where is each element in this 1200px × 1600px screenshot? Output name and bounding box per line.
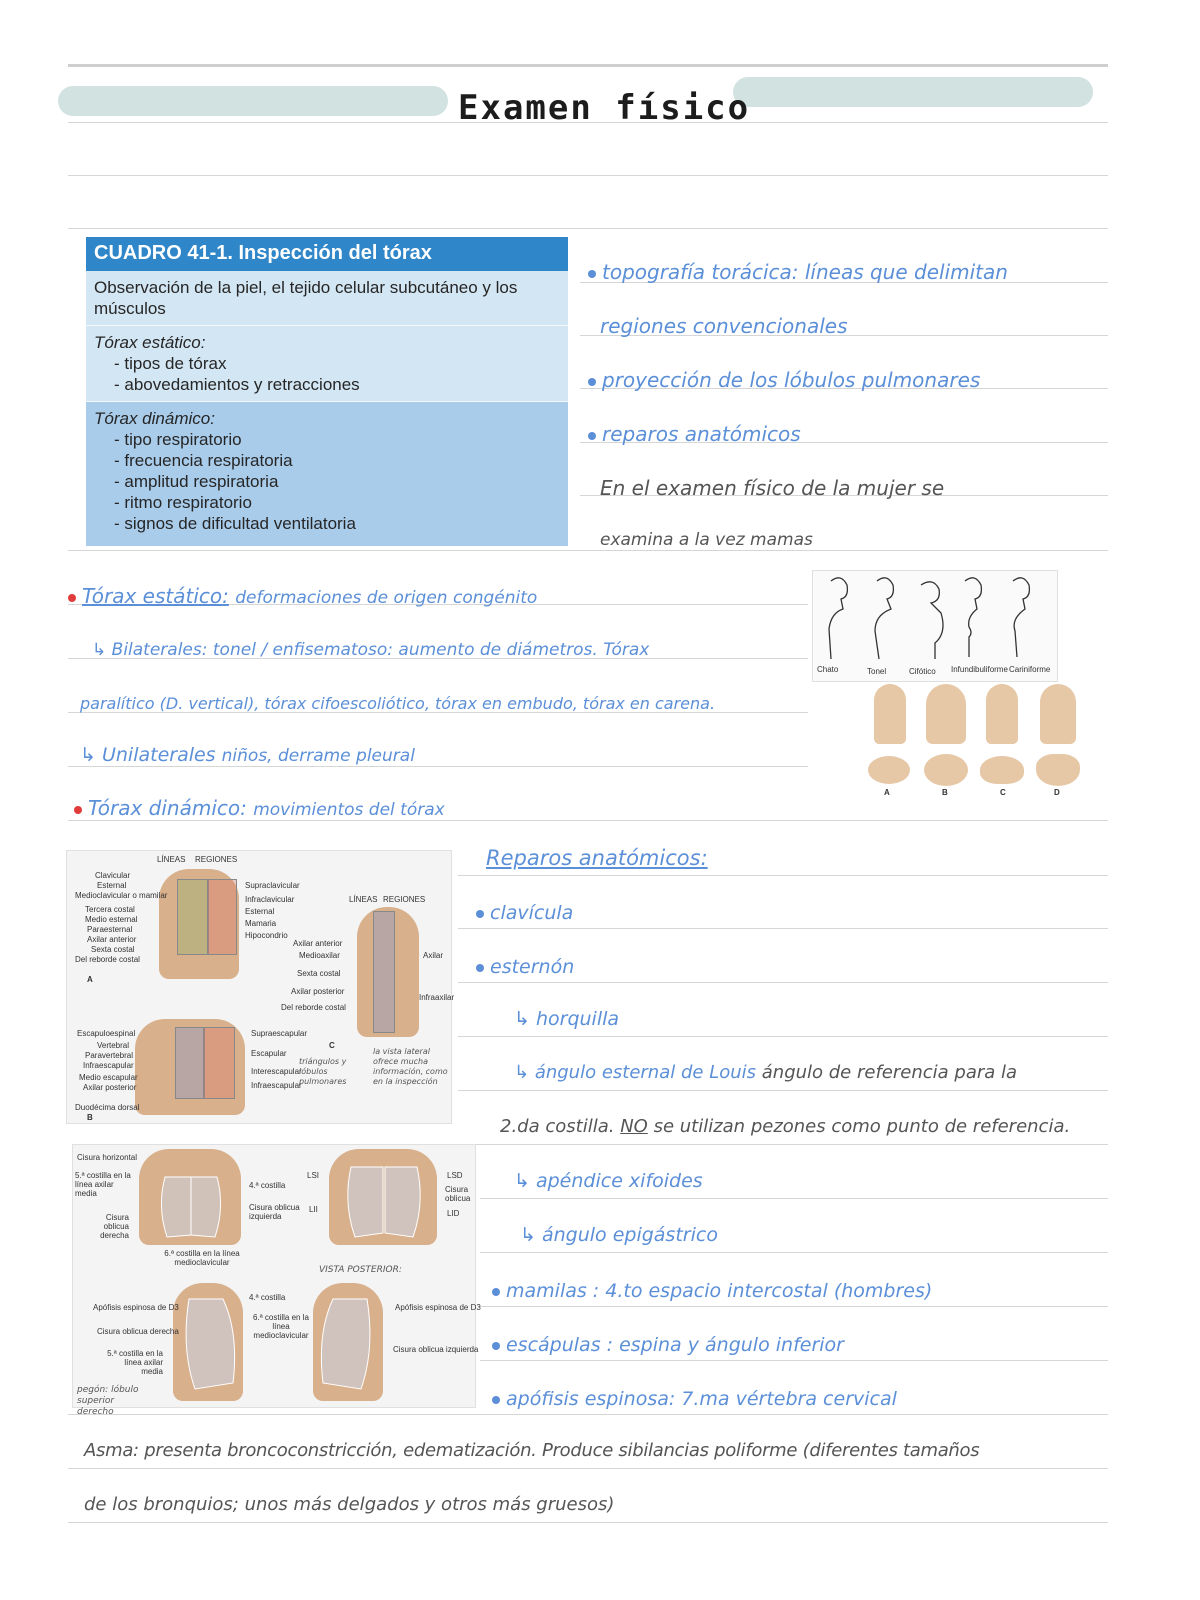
lobe-label: Cisura oblicua derecha xyxy=(100,1213,129,1240)
torax-type-label: Cifótico xyxy=(909,667,936,676)
note-reparos: reparos anatómicos xyxy=(588,422,801,446)
bullet-icon xyxy=(492,1342,500,1350)
figure-letter: B xyxy=(87,1113,93,1122)
arrow-icon: ↳ xyxy=(520,1224,542,1246)
ruled-line xyxy=(458,1036,1108,1037)
handwritten-note: VISTA POSTERIOR: xyxy=(319,1265,402,1275)
lobe-label: 5.ª costilla en la línea axilar media xyxy=(75,1171,131,1198)
lobe-label: Cisura horizontal xyxy=(77,1153,138,1162)
torso-illustration xyxy=(1040,684,1076,744)
figure-letter: A xyxy=(87,975,93,984)
torso-illustration xyxy=(986,684,1018,744)
lobe-label: 4.ª costilla xyxy=(249,1181,286,1190)
figure-header: REGIONES xyxy=(383,895,426,904)
torax-type-label: Cariniforme xyxy=(1009,665,1051,674)
region-label: Infraescapular xyxy=(251,1081,302,1090)
line-label: Sexta costal xyxy=(91,945,135,954)
lungs-side-illustration xyxy=(181,1295,237,1391)
cuadro-dinamico xyxy=(86,402,568,546)
ruled-line xyxy=(458,875,1108,876)
torax-type-label: Infundibuliforme xyxy=(951,665,1008,674)
torax-estatico: Tórax estático: deformaciones de origen congénito xyxy=(68,584,537,608)
bullet-icon xyxy=(588,378,596,386)
line-label: Axilar posterior xyxy=(83,1083,137,1092)
torso-illustration xyxy=(926,684,966,744)
bullet-icon xyxy=(588,432,596,440)
reparo-apofisis: apófisis espinosa: 7.ma vértebra cervical xyxy=(492,1388,897,1410)
lobe-label: 6.ª costilla en la línea medioclavicular xyxy=(164,1249,240,1267)
bullet-icon xyxy=(476,910,484,918)
region-label: Axilar xyxy=(423,951,444,960)
region-grid xyxy=(175,1027,205,1099)
list-item: - tipos de tórax xyxy=(114,354,227,373)
ruled-line xyxy=(68,175,1108,176)
bullet-icon xyxy=(476,964,484,972)
note-topografia: topografía torácica: líneas que delimitan xyxy=(588,260,1008,284)
section-illustration xyxy=(924,754,968,786)
lobe-label: LII xyxy=(309,1205,318,1214)
region-grid xyxy=(203,1027,235,1099)
region-label: Hipocondrio xyxy=(245,931,288,940)
reparo-apendice: ↳ apéndice xifoides xyxy=(514,1170,703,1192)
list-item: - abovedamientos y retracciones xyxy=(114,375,360,394)
lungs-back-illustration xyxy=(345,1163,423,1241)
figure-header: LÍNEAS xyxy=(157,855,186,864)
line-label: Vertebral xyxy=(97,1041,130,1050)
line-label: Duodécima dorsal xyxy=(75,1103,140,1112)
arrow-icon: ↳ xyxy=(92,640,112,660)
lobe-label: LSI xyxy=(307,1171,320,1180)
section-illustration xyxy=(1036,754,1080,786)
arrow-icon: ↳ xyxy=(514,1170,536,1192)
lobulos-pulmonares-figure xyxy=(72,1144,481,1417)
region-grid xyxy=(207,879,237,955)
lungs-front-illustration xyxy=(157,1171,225,1241)
line-label: Paraesternal xyxy=(87,925,133,934)
ruled-line xyxy=(68,1414,1108,1415)
torax-unilaterales: ↳ Unilaterales niños, derrame pleural xyxy=(80,744,415,766)
ruled-line xyxy=(458,928,1108,929)
ruled-line xyxy=(68,228,1108,229)
list-item: - ritmo respiratorio xyxy=(114,493,252,512)
torax-dinamico: Tórax dinámico: movimientos del tórax xyxy=(74,796,445,820)
ruled-line xyxy=(68,1522,1108,1523)
note-mujer-cont: examina a la vez mamas xyxy=(600,530,813,550)
note-topografia-cont: regiones convencionales xyxy=(600,314,848,338)
lobe-label: Cisura oblicua izquierda xyxy=(249,1203,300,1221)
figure-header: REGIONES xyxy=(195,855,238,864)
section-letter: A xyxy=(884,788,890,797)
region-label: Supraclavicular xyxy=(245,881,300,890)
asma-note-cont: de los bronquios; unos más delgados y otros más gruesos) xyxy=(84,1494,615,1515)
arrow-icon: ↳ xyxy=(80,744,102,766)
note-proyeccion: proyección de los lóbulos pulmonares xyxy=(588,368,980,392)
line-label: Medioclavicular o mamilar xyxy=(75,891,168,900)
top-rule xyxy=(68,64,1108,67)
section-letter: B xyxy=(942,788,948,797)
section-illustration xyxy=(868,756,910,784)
lungs-side-illustration xyxy=(319,1295,375,1391)
torso-illustration xyxy=(874,684,906,744)
torax-type-label: Tonel xyxy=(867,667,887,676)
reparo-esternon: esternón xyxy=(476,956,574,978)
asma-note: Asma: presenta broncoconstricción, edematización. Produce sibilancias poliforme (diferentes tamaños xyxy=(84,1440,980,1461)
region-label: Esternal xyxy=(245,907,275,916)
line-label: Axilar anterior xyxy=(87,935,137,944)
region-label: Infraaxilar xyxy=(419,993,455,1002)
cuadro-estatico xyxy=(86,326,568,402)
bullet-icon xyxy=(492,1288,500,1296)
torax-types-figure xyxy=(812,570,1058,682)
line-label: Infraescapular xyxy=(83,1061,134,1070)
line-label: Axilar posterior xyxy=(291,987,345,996)
arrow-icon: ↳ xyxy=(514,1062,535,1083)
list-item: - amplitud respiratoria xyxy=(114,472,279,491)
lobe-label: 5.ª costilla en la línea axilar media xyxy=(107,1349,163,1376)
lobe-label: Cisura oblicua izquierda xyxy=(393,1345,479,1354)
line-label: Medio escapular xyxy=(79,1073,138,1082)
line-label: Del reborde costal xyxy=(75,955,140,964)
region-label: Interescapular xyxy=(251,1067,302,1076)
ruled-line xyxy=(68,766,808,767)
lobe-label: Apófisis espinosa de D3 xyxy=(93,1303,179,1312)
line-label: Paravertebral xyxy=(85,1051,134,1060)
lobe-label: Cisura oblicua derecha xyxy=(97,1327,179,1336)
line-label: Medioaxilar xyxy=(299,951,340,960)
cuadro-inspeccion-torax xyxy=(86,237,568,537)
reparo-epigastrico: ↳ ángulo epigástrico xyxy=(520,1224,718,1246)
line-label: Sexta costal xyxy=(297,969,341,978)
cuadro-estatico-title: Tórax estático: xyxy=(94,333,206,352)
reparos-title: Reparos anatómicos: xyxy=(486,846,708,870)
ruled-line xyxy=(458,1144,1108,1145)
line-label: Esternal xyxy=(97,881,127,890)
ruled-line xyxy=(480,1306,1108,1307)
ruled-line xyxy=(68,820,1108,821)
line-label: Escapuloespinal xyxy=(77,1029,136,1038)
region-label: Infraclavicular xyxy=(245,895,295,904)
arrow-icon: ↳ xyxy=(514,1008,536,1030)
cuadro-dinamico-title: Tórax dinámico: xyxy=(94,409,215,428)
bullet-icon xyxy=(68,594,76,602)
silhouettes-illustration xyxy=(813,571,1057,661)
section-letter: D xyxy=(1054,788,1060,797)
list-item: - signos de dificultad ventilatoria xyxy=(114,514,356,533)
reparo-clavicula: clavícula xyxy=(476,902,573,924)
torax-sections-figure xyxy=(860,684,1090,796)
lineas-regiones-figure xyxy=(66,850,455,1124)
section-illustration xyxy=(980,756,1024,784)
bullet-icon xyxy=(588,270,596,278)
ruled-line xyxy=(458,1090,1108,1091)
line-label: Clavicular xyxy=(95,871,131,880)
line-label: Axilar anterior xyxy=(293,939,343,948)
torax-bilaterales: ↳ Bilaterales: tonel / enfisematoso: aumento de diámetros. Tórax xyxy=(92,640,650,660)
reparo-escapulas: escápulas : espina y ángulo inferior xyxy=(492,1334,844,1356)
list-item: - frecuencia respiratoria xyxy=(114,451,293,470)
section-letter: C xyxy=(1000,788,1006,797)
page-title: Examen físico xyxy=(458,88,751,128)
ruled-line xyxy=(68,550,1108,551)
region-grid xyxy=(373,911,395,1033)
bullet-icon xyxy=(74,806,82,814)
region-grid xyxy=(177,879,209,955)
figure-letter: C xyxy=(329,1041,335,1050)
lobe-label: LID xyxy=(447,1209,460,1218)
handwritten-note: la vista lateral ofrece mucha información, como en la inspección xyxy=(373,1047,448,1086)
line-label: Tercera costal xyxy=(85,905,135,914)
reparo-mamilas: mamilas : 4.to espacio intercostal (hombres) xyxy=(492,1280,932,1302)
reparo-costilla-note: 2.da costilla. NO se utilizan pezones como punto de referencia. xyxy=(500,1116,1071,1137)
region-label: Mamaria xyxy=(245,919,277,928)
line-label: Del reborde costal xyxy=(281,1003,346,1012)
region-label: Supraescapular xyxy=(251,1029,308,1038)
ruled-line xyxy=(68,1468,1108,1469)
list-item: - tipo respiratorio xyxy=(114,430,242,449)
note-mujer: En el examen físico de la mujer se xyxy=(600,476,945,500)
region-label: Escapular xyxy=(251,1049,287,1058)
bullet-icon xyxy=(492,1396,500,1404)
cuadro-heading: CUADRO 41-1. Inspección del tórax xyxy=(86,237,568,271)
reparo-angulo-louis: ↳ ángulo esternal de Louis ángulo de referencia para la xyxy=(514,1062,1018,1083)
title-decoration-left xyxy=(58,86,448,116)
cuadro-observacion: Observación de la piel, el tejido celular subcutáneo y los músculos xyxy=(86,271,568,326)
handwritten-note: pegón: lóbulo superior derecho xyxy=(77,1385,139,1417)
torax-bilaterales-cont: paralítico (D. vertical), tórax cifoescoliótico, tórax en embudo, tórax en carena. xyxy=(80,694,716,713)
lobe-label: 4.ª costilla xyxy=(249,1293,286,1302)
torax-type-label: Chato xyxy=(817,665,839,674)
ruled-line xyxy=(480,1252,1108,1253)
ruled-line xyxy=(458,982,1108,983)
lobe-label: LSD xyxy=(447,1171,463,1180)
lobe-label: Apófisis espinosa de D3 xyxy=(395,1303,481,1312)
reparo-horquilla: ↳ horquilla xyxy=(514,1008,620,1030)
handwritten-note: triángulos y lóbulos pulmonares xyxy=(299,1057,347,1086)
ruled-line xyxy=(480,1198,1108,1199)
line-label: Medio esternal xyxy=(85,915,138,924)
lobe-label: 6.ª costilla en la línea medioclavicular xyxy=(253,1313,309,1340)
figure-header: LÍNEAS xyxy=(349,895,378,904)
ruled-line xyxy=(480,1360,1108,1361)
title-decoration-right xyxy=(733,77,1093,107)
lobe-label: Cisura oblicua xyxy=(445,1185,471,1203)
